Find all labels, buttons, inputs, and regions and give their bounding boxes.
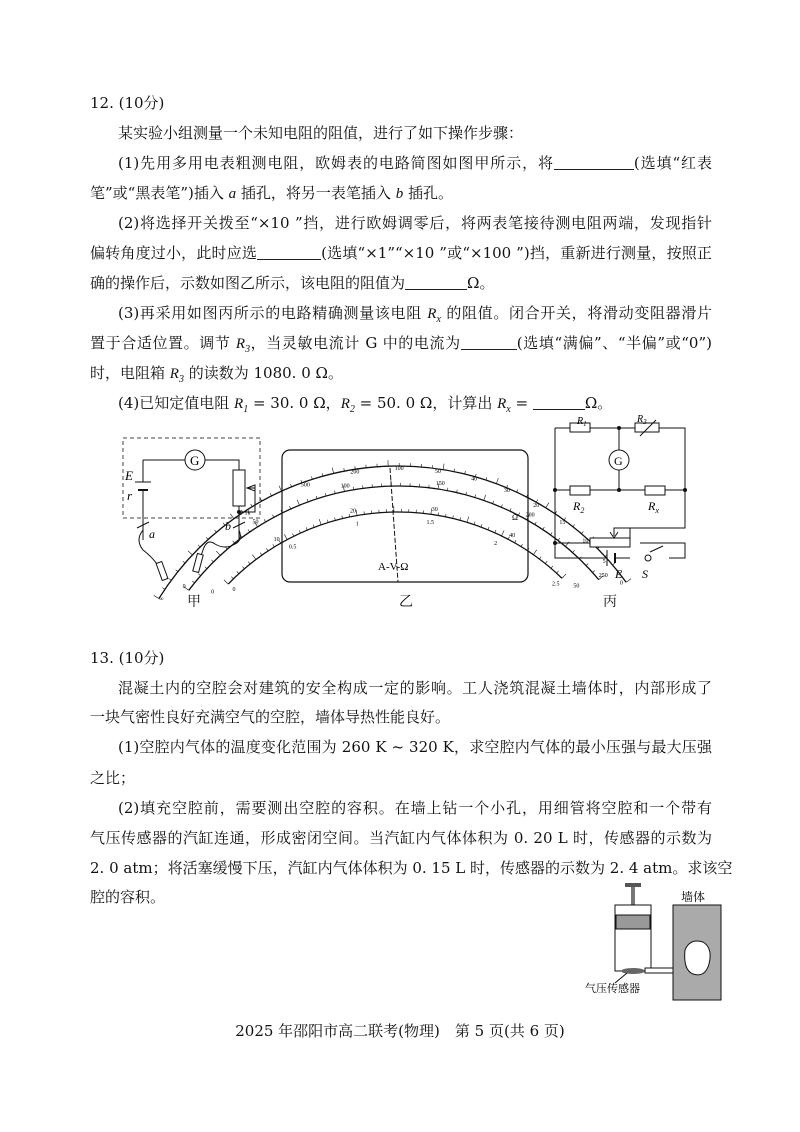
variable xyxy=(497,396,511,415)
scale-label: 0 xyxy=(211,589,215,596)
scale-label: 0 xyxy=(619,580,623,587)
scale-label: 0 xyxy=(232,587,236,594)
text-line xyxy=(118,678,712,698)
answer-blank[interactable] xyxy=(533,395,585,410)
variable-subscript: 1 xyxy=(243,404,249,415)
wall-label: 墙体 xyxy=(681,890,706,904)
text-segment: 偏转角度过小，此时应选 xyxy=(90,244,258,262)
variable-symbol: R xyxy=(427,306,437,322)
answer-blank[interactable] xyxy=(405,275,467,290)
text-segment: 混凝土内的空腔会对建筑的安全构成一定的影响。工人浇筑混凝土墙体时，内部形成了 xyxy=(118,679,712,697)
scale-label: 20 xyxy=(533,502,540,509)
scale-tick xyxy=(539,557,541,559)
figure-yi-caption: 乙 xyxy=(399,594,413,610)
figure-jia-caption: 甲 xyxy=(187,594,201,610)
text-segment: 腔的容积。 xyxy=(90,888,166,906)
text-segment: (1)空腔内气体的温度变化范围为 260 K ~ 320 K，求空腔内气体的最小压强与最大压强 xyxy=(118,738,712,756)
text-line xyxy=(90,183,712,204)
terminal-b-label: b xyxy=(225,519,231,533)
scale-tick xyxy=(535,522,537,525)
text-segment: 笔”或“黑表笔”)插入 xyxy=(90,184,229,202)
scale-label: 5 xyxy=(602,559,606,566)
scale-label: 100 xyxy=(394,466,404,473)
figure-syringe-wall xyxy=(585,875,725,1005)
text-line xyxy=(90,768,712,788)
variable-symbol: R xyxy=(235,336,246,352)
variable xyxy=(340,396,355,415)
scale-label: 100 xyxy=(340,483,350,490)
r2-label: R xyxy=(573,499,581,513)
variable-symbol: R xyxy=(497,396,507,412)
text-line xyxy=(118,737,712,757)
text-segment: = 50. 0 Ω，计算出 xyxy=(354,394,498,412)
text-segment: Ω。 xyxy=(584,394,613,412)
text-line xyxy=(118,153,712,173)
text-segment: 插孔，将另一表笔插入 xyxy=(236,184,396,202)
r3-label: R xyxy=(637,414,644,425)
figure-yi-meter-dial xyxy=(159,448,623,603)
text-segment: (1)先用多用电表粗测电阻，欧姆表的电路简图如图甲所示，将 xyxy=(118,154,554,172)
scale-label: 2 xyxy=(494,540,498,547)
text-segment: (3)再采用如图丙所示的电路精确测量该电阻 xyxy=(118,304,428,322)
scale-label: 10 xyxy=(273,536,280,543)
scale-label: 1k xyxy=(244,510,251,517)
scale-label: 20 xyxy=(350,508,357,515)
scale-label: 0 xyxy=(182,583,186,590)
scale-label: 40 xyxy=(509,532,516,539)
scale-tick xyxy=(154,595,159,598)
text-line xyxy=(90,243,712,263)
rx-label: R xyxy=(648,499,656,513)
text-segment: Ω。 xyxy=(467,274,495,292)
answer-blank[interactable] xyxy=(257,245,321,260)
text-segment: (选填“×1”“×10 ”或“×100 ”)挡，重新进行测量，按照正 xyxy=(321,244,712,262)
sensor-label: 气压传感器 xyxy=(585,983,640,995)
variable-symbol: R xyxy=(169,366,179,382)
text-segment: 2. 0 atm；将活塞缓慢下压，汽缸内气体体积为 0. 15 L 时，传感器的示数为 2. 4 atm。求该空 xyxy=(90,859,733,877)
text-segment: 之比； xyxy=(90,769,136,787)
rx-subscript: x xyxy=(655,506,659,515)
switch-label: S xyxy=(642,567,648,581)
text-line xyxy=(90,828,712,848)
text-segment: ，当灵敏电流计 G 中的电流为 xyxy=(250,334,461,352)
scale-tick xyxy=(533,550,536,555)
text-segment: = 30. 0 Ω， xyxy=(248,394,341,412)
text-line xyxy=(90,273,712,293)
text-line xyxy=(118,393,712,420)
variable xyxy=(427,306,441,325)
scale-label: 40 xyxy=(471,476,478,483)
scale-label: 150 xyxy=(435,481,445,488)
variable-symbol: R xyxy=(234,396,244,412)
text-segment: 某实验小组测量一个未知电阻的阻值，进行了如下操作步骤： xyxy=(118,124,524,142)
text-line xyxy=(118,798,712,818)
scale-tick xyxy=(279,486,281,491)
scale-label: 0.5 xyxy=(288,544,297,551)
text-segment: 置于合适位置。调节 xyxy=(90,334,236,352)
scale-label: 500 xyxy=(300,482,310,489)
text-line xyxy=(118,303,712,330)
scale-label: 10 xyxy=(582,538,589,545)
text-segment: 13. (10分) xyxy=(90,649,165,667)
r1-subscript: 1 xyxy=(583,420,587,428)
scale-label: 30 xyxy=(503,488,510,495)
ohm-symbol: Ω xyxy=(512,513,518,522)
scale-label: ∞ xyxy=(159,596,164,603)
variable-symbol: R xyxy=(340,396,350,412)
scale-label: 200 xyxy=(525,512,535,519)
scale-label: 250 xyxy=(598,573,608,580)
variable-subscript: 2 xyxy=(349,404,355,415)
text-line xyxy=(118,123,712,143)
scale-label: 200 xyxy=(350,469,360,476)
svg-text:Rx xyxy=(647,499,659,515)
r1-label: R xyxy=(577,416,584,427)
text-line xyxy=(118,213,712,233)
scale-label: 50 xyxy=(252,519,259,526)
text-segment: 一块气密性良好充满空气的空腔，墙体导热性能良好。 xyxy=(90,708,451,726)
variable xyxy=(235,336,251,355)
text-segment: (4)已知定值电阻 xyxy=(118,394,235,412)
figure-bing-bridge-circuit xyxy=(545,414,695,583)
emf-label: E xyxy=(125,468,133,483)
variable-subscript: x xyxy=(506,404,511,415)
text-segment: 12. (10分) xyxy=(90,94,165,112)
scale-label: 50 xyxy=(573,583,580,590)
scale-label: 2.5 xyxy=(551,581,560,588)
variable-subscript: 3 xyxy=(178,374,184,385)
scale-label: 30 xyxy=(431,506,438,513)
text-segment: (选填“满偏”、“半偏”或“0”) xyxy=(516,334,712,352)
terminal-a-label: a xyxy=(149,527,155,541)
galvanometer-label: G xyxy=(190,453,200,468)
scale-label: 1 xyxy=(355,521,359,528)
variable-subscript: x xyxy=(436,314,441,325)
r2-subscript: 2 xyxy=(580,506,585,515)
svg-text:R1 xyxy=(576,416,587,428)
variable-subscript: 3 xyxy=(245,344,251,355)
meter-unit-label: A-V-Ω xyxy=(378,561,409,573)
text-segment: = xyxy=(510,394,533,412)
text-line xyxy=(90,363,712,390)
figure-jia-ohmmeter-circuit xyxy=(115,430,275,590)
answer-blank[interactable] xyxy=(461,335,517,350)
page-footer: 2025 年邵阳市高二联考(物理) 第 5 页(共 6 页) xyxy=(235,1022,565,1040)
text-line xyxy=(90,648,712,668)
text-segment: (2)填充空腔前，需要测出空腔的容积。在墙上钻一个小孔，用细管将空腔和一个带有 xyxy=(118,799,712,817)
variable-symbol: a xyxy=(228,186,237,202)
resistance-label: r xyxy=(127,488,133,503)
text-segment: 的阻值。闭合开关，将滑动变阻器滑片 xyxy=(440,304,712,322)
figure-bing-caption: 丙 xyxy=(603,594,617,610)
variable xyxy=(234,396,249,415)
text-line xyxy=(90,93,712,113)
variable-symbol: b xyxy=(395,186,404,202)
text-segment: 的读数为 1080. 0 Ω。 xyxy=(183,364,343,382)
svg-text:R2 xyxy=(572,499,584,515)
text-line xyxy=(90,333,712,360)
text-segment: 气压传感器的汽缸连通，形成密闭空间。当汽缸内气体体积为 0. 20 L 时，传感器的示数为 xyxy=(90,829,712,847)
galvanometer-label: G xyxy=(614,454,623,468)
answer-blank[interactable] xyxy=(554,155,634,170)
scale-label: 1.5 xyxy=(426,520,434,527)
text-segment: 插孔。 xyxy=(403,184,453,202)
emf-label: E xyxy=(615,567,623,581)
text-segment: 确的操作后，示数如图乙所示，该电阻的阻值为 xyxy=(90,274,406,292)
r3-subscript: 3 xyxy=(643,418,647,426)
text-segment: (选填“红表 xyxy=(633,154,712,172)
text-segment: 时，电阻箱 xyxy=(90,364,170,382)
scale-label: 50 xyxy=(434,468,441,475)
text-line xyxy=(90,707,712,727)
scale-label: 15 xyxy=(559,519,566,526)
text-segment: (2)将选择开关拨至“×10 ”挡，进行欧姆调零后，将两表笔接待测电阻两端，发现指针 xyxy=(118,214,712,232)
variable xyxy=(169,366,184,385)
